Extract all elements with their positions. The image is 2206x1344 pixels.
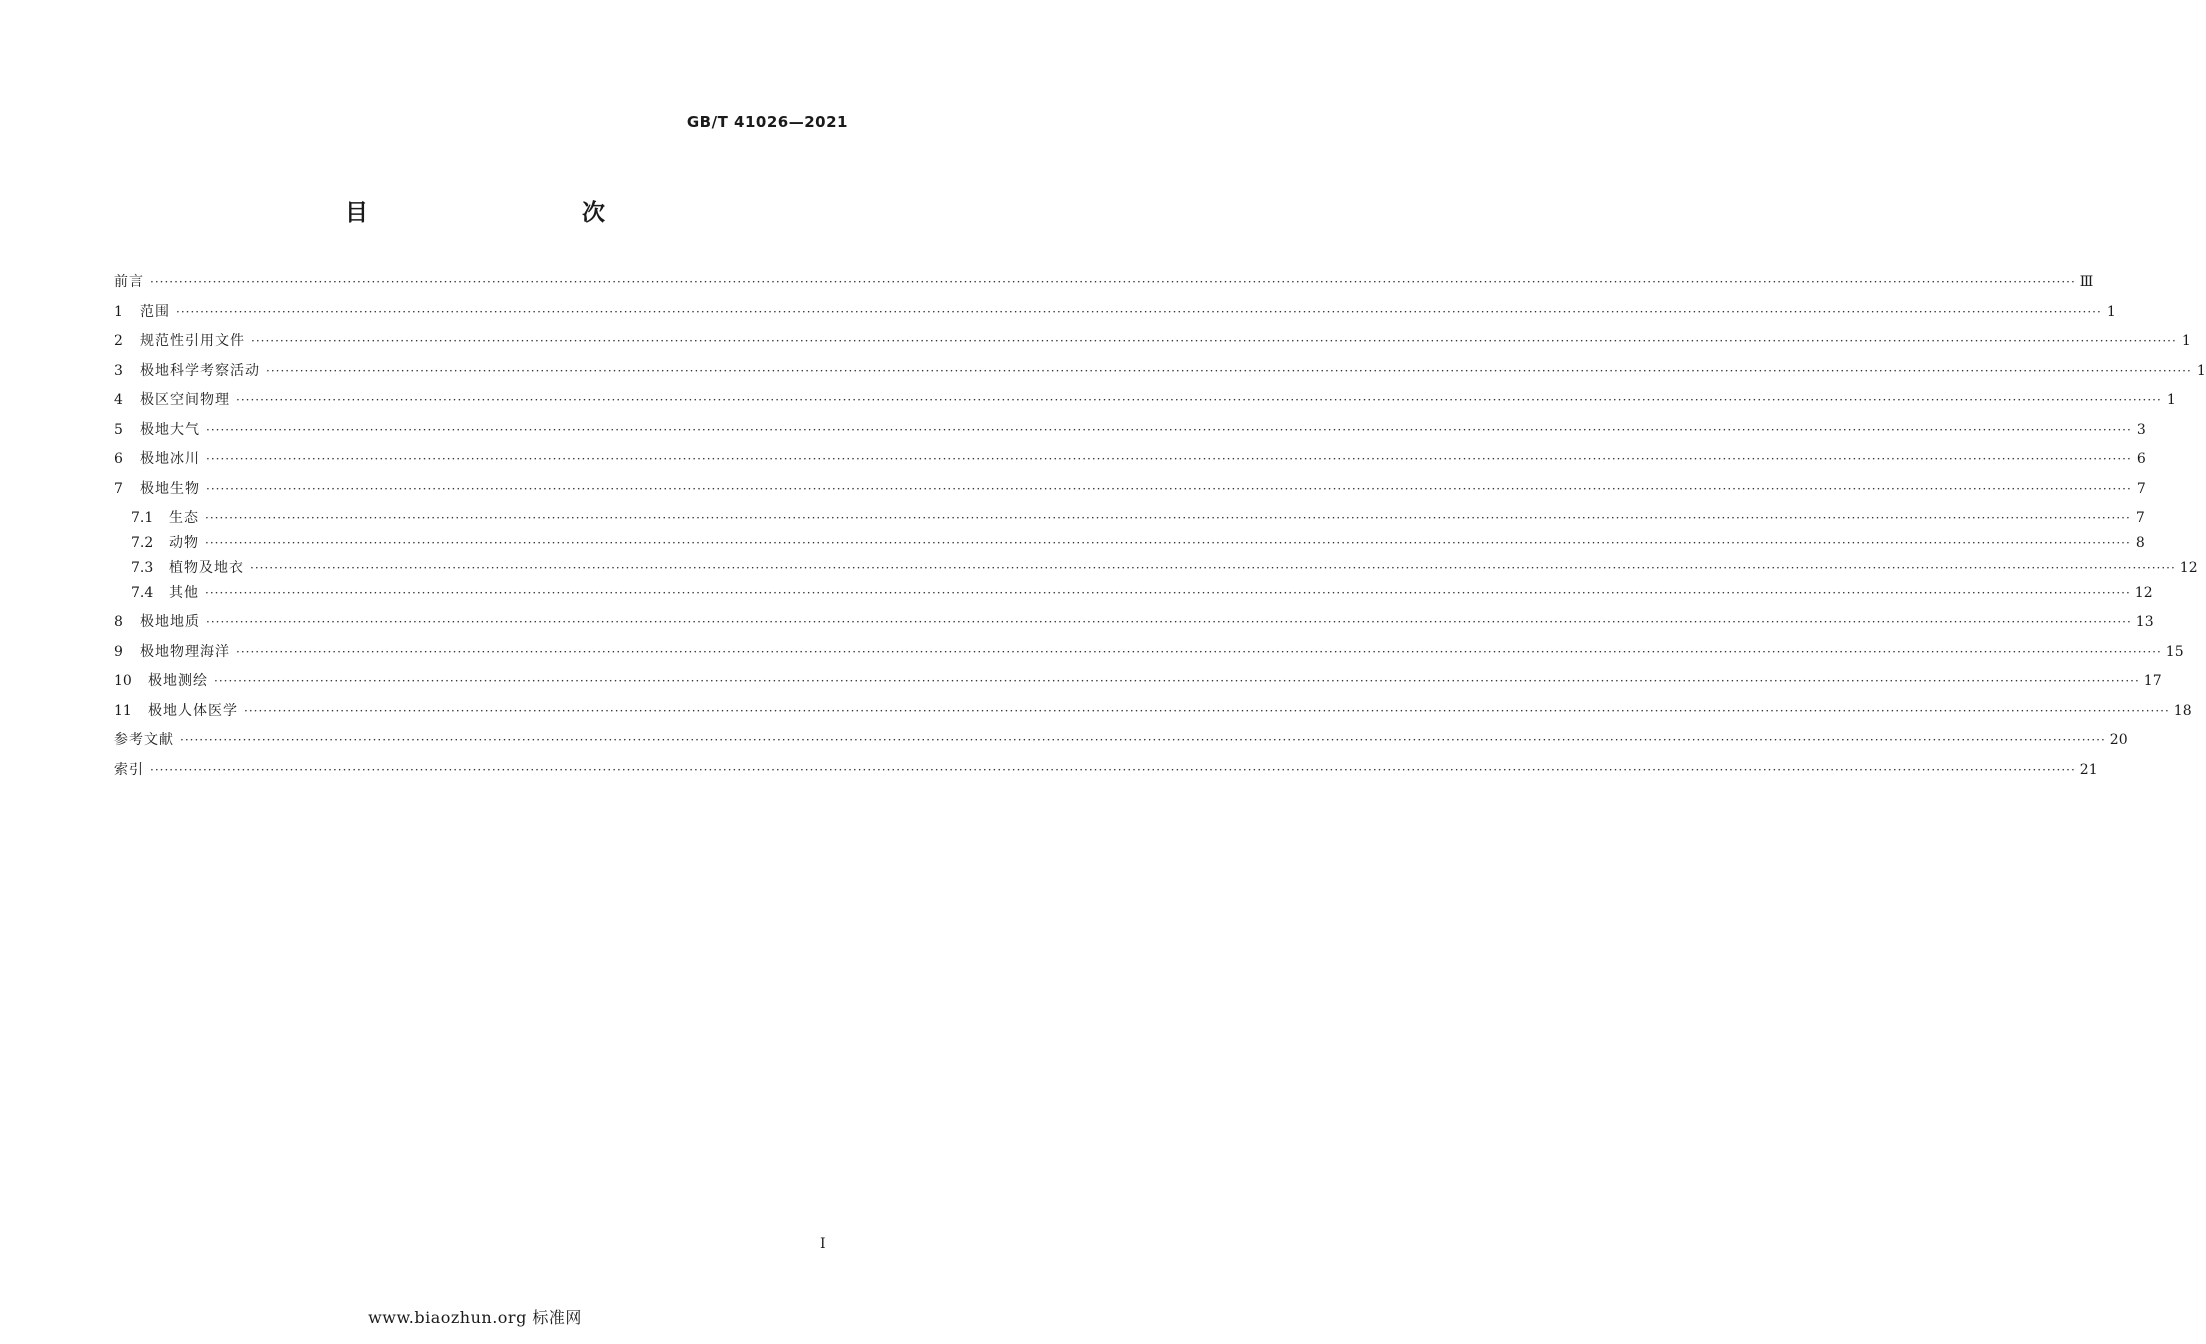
toc-entry[interactable] [114,669,2162,693]
toc-dot-leader: ················································································································································································································································································································································································································ [206,482,2132,496]
toc-entry-page: 3 [2136,422,2146,438]
toc-entry-label: 索引 [114,762,144,778]
toc-dot-leader: ················································································································································································································································································································································································································ [266,364,2192,378]
toc-entry-page: 12 [2134,585,2153,601]
toc-entry-page: 1 [2181,333,2191,349]
standard-code: GB/T 41026—2021 [686,113,848,131]
toc-dot-leader: ················································································································································································································································································································································································································ [206,423,2132,437]
toc-entry-page: 1 [2166,392,2176,408]
toc-entry-number: 7.3 [131,560,154,576]
toc-dot-leader: ················································································································································································································································································································································································································ [176,305,2102,319]
toc-entry-number: 11 [114,703,132,719]
toc-entry[interactable] [114,610,2154,634]
toc-entry-number: 3 [114,363,123,379]
toc-entry[interactable] [114,699,2192,723]
toc-dot-leader: ················································································································································································································································································································································································································ [205,586,2131,600]
toc-entry[interactable] [114,359,2206,383]
toc-entry-number: 6 [114,451,123,467]
toc-dot-leader: ················································································································································································································································································································································································································ [150,763,2076,777]
toc-entry-number: 7.1 [131,510,154,526]
footer-watermark: www.biaozhun.org 标准网 [368,1308,582,1327]
toc-dot-leader: ················································································································································································································································································································································································································ [236,645,2162,659]
toc-dot-leader: ················································································································································································································································································································································································································ [236,393,2162,407]
toc-dot-leader: ················································································································································································································································································································································································································ [244,704,2170,718]
toc-entry-page: 12 [2179,560,2198,576]
toc-entry-label: 极地测绘 [148,673,208,689]
toc-entry-label: 动物 [169,535,199,551]
toc-entry[interactable] [114,300,2116,324]
toc-entry-number: 2 [114,333,123,349]
toc-entry[interactable] [114,447,2146,471]
toc-dot-leader: ················································································································································································································································································································································································································ [251,334,2177,348]
toc-subentry[interactable] [131,531,2145,555]
toc-entry-page: 7 [2135,510,2145,526]
toc-entry-label: 植物及地衣 [169,560,244,576]
toc-entry-number: 8 [114,614,123,630]
toc-entry-number: 10 [114,673,132,689]
toc-entry-number: 4 [114,392,123,408]
toc-entry-label: 极地冰川 [140,451,200,467]
toc-entry[interactable] [114,477,2146,501]
toc-entry-label: 极地物理海洋 [140,644,230,660]
toc-dot-leader: ················································································································································································································································································································································································································ [205,511,2131,525]
toc-entry-number: 1 [114,304,123,320]
toc-entry[interactable] [114,640,2184,664]
toc-entry-page: 17 [2143,673,2162,689]
page-number: I [820,1236,826,1252]
toc-entry-page: 13 [2135,614,2154,630]
toc-dot-leader: ················································································································································································································································································································································································································ [250,561,2176,575]
toc-entry-label: 极地科学考察活动 [140,363,260,379]
page-title: 目 次 [345,200,661,226]
toc-subentry[interactable] [131,581,2153,605]
toc-entry-number: 9 [114,644,123,660]
toc-entry-number: 7.2 [131,535,154,551]
toc-entry-number: 7 [114,481,123,497]
toc-entry-page: 21 [2079,762,2098,778]
toc-subentry[interactable] [131,506,2145,530]
toc-entry-page: 1 [2196,363,2206,379]
toc-entry-label: 极地人体医学 [148,703,238,719]
toc-entry-number: 5 [114,422,123,438]
toc-entry[interactable] [114,270,2094,294]
toc-dot-leader: ················································································································································································································································································································································································································ [150,275,2076,289]
toc-entry[interactable] [114,758,2098,782]
toc-dot-leader: ················································································································································································································································································································································································································ [214,674,2140,688]
toc-entry-label: 生态 [169,510,199,526]
toc-entry-label: 其他 [169,585,199,601]
toc-dot-leader: ················································································································································································································································································································································································································ [205,536,2131,550]
toc-entry-label: 极地地质 [140,614,200,630]
toc-entry[interactable] [114,329,2191,353]
toc-entry-page: Ⅲ [2079,274,2094,290]
toc-entry[interactable] [114,418,2146,442]
toc-entry-page: 20 [2109,732,2128,748]
toc-dot-leader: ················································································································································································································································································································································································································ [180,733,2106,747]
toc-entry-page: 7 [2136,481,2146,497]
toc-entry-page: 6 [2136,451,2146,467]
toc-entry-label: 规范性引用文件 [140,333,245,349]
toc-entry-page: 1 [2106,304,2116,320]
toc-entry-page: 18 [2173,703,2192,719]
toc-entry[interactable] [114,728,2128,752]
toc-entry-label: 范围 [140,304,170,320]
toc-dot-leader: ················································································································································································································································································································································································································ [206,452,2132,466]
toc-entry-label: 极地生物 [140,481,200,497]
toc-entry-label: 极区空间物理 [140,392,230,408]
toc-entry-number: 7.4 [131,585,154,601]
toc-entry-label: 前言 [114,274,144,290]
toc-dot-leader: ················································································································································································································································································································································································································ [206,615,2132,629]
toc-entry-page: 8 [2135,535,2145,551]
toc-entry-label: 极地大气 [140,422,200,438]
toc-entry-page: 15 [2165,644,2184,660]
toc-entry[interactable] [114,388,2176,412]
toc-subentry[interactable] [131,556,2198,580]
toc-entry-label: 参考文献 [114,732,174,748]
